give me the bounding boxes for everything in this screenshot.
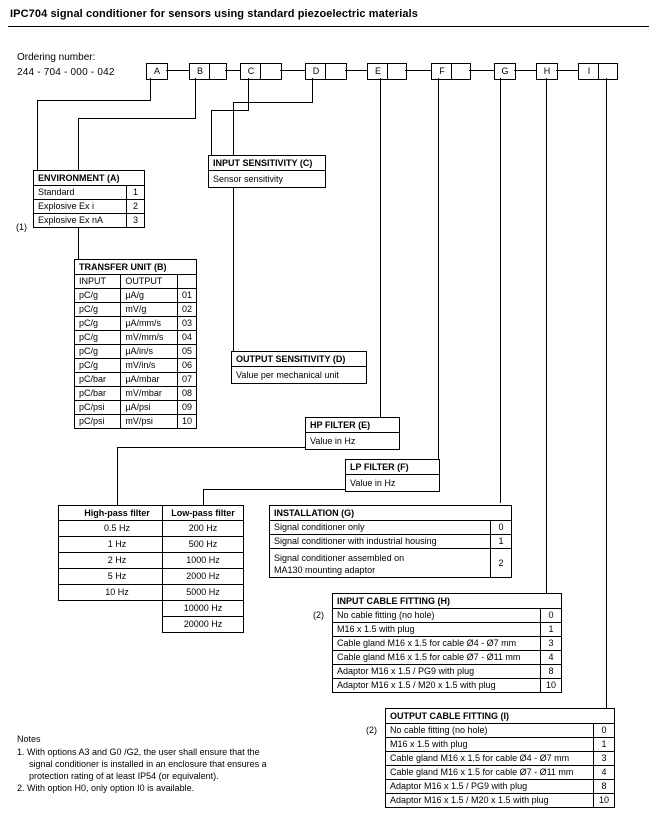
transfer-unit-output-2: µA/mm/s [121, 317, 178, 331]
list-item [163, 585, 243, 601]
transfer-unit-table [75, 275, 196, 428]
leader-b-horz [78, 118, 196, 119]
transfer-unit-output-9: mV/psi [121, 415, 178, 429]
transfer-unit-header: TRANSFER UNIT (B) [75, 260, 196, 275]
code-box-e: E [367, 63, 389, 80]
note-1-line-1: 1. With options A3 and G0 /G2, the user shall ensure that the [17, 747, 260, 757]
connector-a-b [166, 70, 189, 71]
low-pass-filter-header: Low-pass filter [163, 506, 243, 521]
output-cable-fitting-block [385, 708, 615, 808]
output-cable-label-1: M16 x 1.5 with plug [386, 738, 594, 752]
table-row [75, 275, 196, 289]
table-row [75, 345, 196, 359]
list-item [163, 569, 243, 585]
output-cable-label-2: Cable gland M16 x 1.5 for cable Ø4 - Ø7 mm [386, 752, 594, 766]
environment-code-2: 3 [127, 214, 145, 228]
transfer-unit-input-8: pC/psi [75, 401, 121, 415]
table-row [75, 303, 196, 317]
input-sensitivity-block [208, 155, 326, 188]
table-row [34, 214, 144, 228]
ordering-label: Ordering number: [17, 52, 96, 63]
ordering-number: 244 - 704 - 000 - 042 [17, 67, 115, 78]
table-row [386, 794, 614, 808]
output-cable-label-5: Adaptor M16 x 1.5 / M20 x 1.5 with plug [386, 794, 594, 808]
high-pass-filter-table [59, 521, 175, 600]
transfer-unit-output-4: µA/in/s [121, 345, 178, 359]
output-sensitivity-text: Value per mechanical unit [236, 370, 339, 380]
transfer-unit-code-5: 06 [177, 359, 196, 373]
transfer-unit-code-3: 04 [177, 331, 196, 345]
high-pass-value-3: 5 Hz [59, 569, 175, 585]
note-1-line-3: protection rating of at least IP54 (or equivalent). [29, 771, 219, 781]
notes-title: Notes [17, 734, 41, 744]
table-row [333, 609, 561, 623]
code-box-a: A [146, 63, 168, 80]
leader-c-drop [211, 110, 212, 156]
table-row [386, 738, 614, 752]
transfer-unit-output-1: mV/g [121, 303, 178, 317]
table-row [75, 289, 196, 303]
transfer-unit-code-9: 10 [177, 415, 196, 429]
output-cable-code-2: 3 [594, 752, 615, 766]
table-row [333, 623, 561, 637]
installation-label-2-line1: Signal conditioner assembled on [274, 553, 405, 563]
input-cable-code-0: 0 [541, 609, 562, 623]
transfer-unit-block [74, 259, 197, 429]
input-cable-label-2: Cable gland M16 x 1.5 for cable Ø4 - Ø7 mm [333, 637, 541, 651]
environment-code-1: 2 [127, 200, 145, 214]
input-cable-label-0: No cable fitting (no hole) [337, 610, 435, 620]
high-pass-filter-block [58, 505, 176, 601]
input-cable-label-4: Adaptor M16 x 1.5 / PG9 with plug [333, 665, 541, 679]
list-item [163, 601, 243, 617]
environment-table [34, 186, 144, 227]
code-box-h: H [536, 63, 558, 80]
title-divider [8, 26, 649, 27]
low-pass-filter-block [162, 505, 244, 633]
low-pass-value-6: 20000 Hz [163, 617, 243, 633]
input-cable-code-3: 4 [541, 651, 562, 665]
hp-filter-block [305, 417, 400, 450]
installation-label-0: Signal conditioner only [274, 522, 365, 532]
table-row [270, 521, 511, 535]
table-row [75, 373, 196, 387]
input-sensitivity-header: INPUT SENSITIVITY (C) [209, 156, 325, 171]
table-row [270, 549, 511, 578]
output-cable-footnote-marker: (2) [366, 725, 377, 735]
list-item [163, 521, 243, 537]
transfer-unit-output-7: mV/mbar [121, 387, 178, 401]
input-cable-fitting-table [333, 609, 561, 692]
installation-code-2: 2 [491, 549, 512, 578]
list-item [59, 553, 175, 569]
code-box-c2 [260, 63, 282, 80]
transfer-unit-output-6: µA/mbar [121, 373, 178, 387]
list-item [163, 553, 243, 569]
transfer-unit-input-9: pC/psi [75, 415, 121, 429]
leader-a-drop [37, 100, 38, 172]
list-item [163, 617, 243, 633]
table-row [333, 651, 561, 665]
hp-filter-horz [117, 447, 305, 448]
output-cable-code-0: 0 [594, 724, 615, 738]
table-row [386, 780, 614, 794]
transfer-unit-col-output: OUTPUT [121, 275, 178, 289]
note-2: 2. With option H0, only option I0 is available. [17, 783, 195, 793]
installation-label-2-line2: MA130 mounting adaptor [274, 565, 376, 575]
transfer-unit-input-7: pC/bar [75, 387, 121, 401]
code-box-i2 [598, 63, 618, 80]
high-pass-value-0: 0.5 Hz [103, 523, 130, 533]
output-cable-code-3: 4 [594, 766, 615, 780]
code-box-d2 [325, 63, 347, 80]
input-cable-label-1: M16 x 1.5 with plug [333, 623, 541, 637]
leader-f-drop [438, 78, 439, 460]
input-cable-code-4: 8 [541, 665, 562, 679]
transfer-unit-code-4: 05 [177, 345, 196, 359]
transfer-unit-col-code [177, 275, 196, 289]
connector-d-e [345, 70, 367, 71]
input-cable-fitting-header: INPUT CABLE FITTING (H) [333, 594, 561, 609]
low-pass-value-3: 2000 Hz [163, 569, 243, 585]
output-cable-code-1: 1 [594, 738, 615, 752]
input-cable-code-2: 3 [541, 637, 562, 651]
table-row [75, 359, 196, 373]
environment-block [33, 170, 145, 228]
transfer-unit-input-4: pC/g [75, 345, 121, 359]
installation-label-2 [270, 549, 491, 578]
transfer-unit-input-6: pC/bar [75, 373, 121, 387]
code-box-c: C [240, 63, 262, 80]
high-pass-value-4: 10 Hz [59, 585, 175, 601]
leader-d-drop [233, 102, 234, 352]
hp-filter-header: HP FILTER (E) [306, 418, 399, 433]
transfer-unit-output-3: mV/mm/s [121, 331, 178, 345]
table-row [34, 186, 144, 200]
hp-filter-text: Value in Hz [310, 436, 356, 446]
output-cable-label-3: Cable gland M16 x 1.5 for cable Ø7 - Ø11 mm [386, 766, 594, 780]
output-sensitivity-header: OUTPUT SENSITIVITY (D) [232, 352, 366, 367]
table-row [75, 415, 196, 429]
transfer-unit-code-6: 07 [177, 373, 196, 387]
environment-footnote-marker: (1) [16, 222, 27, 232]
output-cable-label-0: No cable fitting (no hole) [390, 725, 488, 735]
environment-header: ENVIRONMENT (A) [34, 171, 144, 186]
high-pass-value-2: 2 Hz [59, 553, 175, 569]
transfer-unit-output-8: µA/psi [121, 401, 178, 415]
input-cable-label-3: Cable gland M16 x 1.5 for cable Ø7 - Ø11 mm [333, 651, 541, 665]
leader-e-drop [380, 78, 381, 418]
lp-filter-horz [203, 489, 345, 490]
table-row [75, 387, 196, 401]
note-1-line-2: signal conditioner is installed in an enclosure that ensures a [29, 759, 267, 769]
installation-label-1: Signal conditioner with industrial housing [270, 535, 491, 549]
transfer-unit-code-8: 09 [177, 401, 196, 415]
lp-filter-header: LP FILTER (F) [346, 460, 439, 475]
leader-a-horz [37, 100, 151, 101]
hp-filter-drop [117, 447, 118, 505]
low-pass-value-4: 5000 Hz [163, 585, 243, 601]
lp-filter-drop [203, 489, 204, 505]
connector-c-d [280, 70, 305, 71]
low-pass-value-2: 1000 Hz [163, 553, 243, 569]
low-pass-filter-table [163, 521, 243, 632]
table-row [34, 200, 144, 214]
connector-g-h [514, 70, 536, 71]
leader-c-horz [211, 110, 249, 111]
list-item [59, 585, 175, 601]
table-row [75, 331, 196, 345]
table-row [75, 317, 196, 331]
input-sensitivity-text: Sensor sensitivity [213, 174, 284, 184]
code-box-f: F [431, 63, 453, 80]
list-item [163, 537, 243, 553]
connector-b-c [225, 70, 240, 71]
transfer-unit-col-input: INPUT [79, 276, 106, 286]
input-cable-label-5: Adaptor M16 x 1.5 / M20 x 1.5 with plug [333, 679, 541, 693]
environment-label-2: Explosive Ex nA [34, 214, 127, 228]
low-pass-value-5: 10000 Hz [163, 601, 243, 617]
table-row [333, 679, 561, 693]
leader-c-vert [248, 78, 249, 110]
input-cable-code-1: 1 [541, 623, 562, 637]
high-pass-value-1: 1 Hz [59, 537, 175, 553]
leader-d-vert [312, 78, 313, 102]
code-box-i: I [578, 63, 600, 80]
lp-filter-block [345, 459, 440, 492]
table-row [386, 724, 614, 738]
lp-filter-text: Value in Hz [350, 478, 396, 488]
output-cable-label-4: Adaptor M16 x 1.5 / PG9 with plug [386, 780, 594, 794]
transfer-unit-code-0: 01 [177, 289, 196, 303]
installation-block [269, 505, 512, 578]
transfer-unit-output-5: mV/in/s [121, 359, 178, 373]
notes-block [17, 733, 317, 794]
page-title: IPC704 signal conditioner for sensors using standard piezoelectric materials [10, 8, 418, 20]
leader-a-vert [150, 78, 151, 100]
code-box-b2 [209, 63, 227, 80]
input-cable-footnote-marker: (2) [313, 610, 324, 620]
transfer-unit-code-1: 02 [177, 303, 196, 317]
leader-g-drop [500, 78, 501, 503]
output-cable-code-5: 10 [594, 794, 615, 808]
connector-e-f [405, 70, 431, 71]
transfer-unit-output-0: µA/g [121, 289, 178, 303]
transfer-unit-input-0: pC/g [75, 289, 121, 303]
transfer-unit-input-1: pC/g [75, 303, 121, 317]
leader-i-drop [606, 78, 607, 710]
input-cable-fitting-block [332, 593, 562, 693]
transfer-unit-code-2: 03 [177, 317, 196, 331]
output-sensitivity-block [231, 351, 367, 384]
table-row [386, 766, 614, 780]
environment-label-1: Explosive Ex i [34, 200, 127, 214]
leader-d-horz [233, 102, 313, 103]
table-row [75, 401, 196, 415]
transfer-unit-code-7: 08 [177, 387, 196, 401]
installation-code-0: 0 [491, 521, 512, 535]
list-item [59, 537, 175, 553]
connector-h-i [556, 70, 578, 71]
environment-label-0: Standard [38, 187, 75, 197]
leader-h-drop [546, 78, 547, 595]
list-item [59, 569, 175, 585]
table-row [333, 665, 561, 679]
output-cable-fitting-table [386, 724, 614, 807]
connector-f-g [469, 70, 494, 71]
code-box-e2 [387, 63, 407, 80]
installation-table [270, 521, 511, 577]
output-cable-code-4: 8 [594, 780, 615, 794]
leader-b-vert [195, 78, 196, 118]
high-pass-filter-header: High-pass filter [59, 506, 175, 521]
low-pass-value-0: 200 Hz [188, 523, 218, 533]
input-cable-code-5: 10 [541, 679, 562, 693]
installation-header: INSTALLATION (G) [270, 506, 511, 521]
transfer-unit-input-2: pC/g [75, 317, 121, 331]
code-box-f2 [451, 63, 471, 80]
code-box-d: D [305, 63, 327, 80]
table-row [333, 637, 561, 651]
low-pass-value-1: 500 Hz [163, 537, 243, 553]
output-cable-fitting-header: OUTPUT CABLE FITTING (I) [386, 709, 614, 724]
code-box-b: B [189, 63, 211, 80]
code-box-g: G [494, 63, 516, 80]
transfer-unit-input-3: pC/g [75, 331, 121, 345]
installation-code-1: 1 [491, 535, 512, 549]
environment-code-0: 1 [127, 186, 145, 200]
transfer-unit-input-5: pC/g [75, 359, 121, 373]
table-row [270, 535, 511, 549]
list-item [59, 521, 175, 537]
table-row [386, 752, 614, 766]
